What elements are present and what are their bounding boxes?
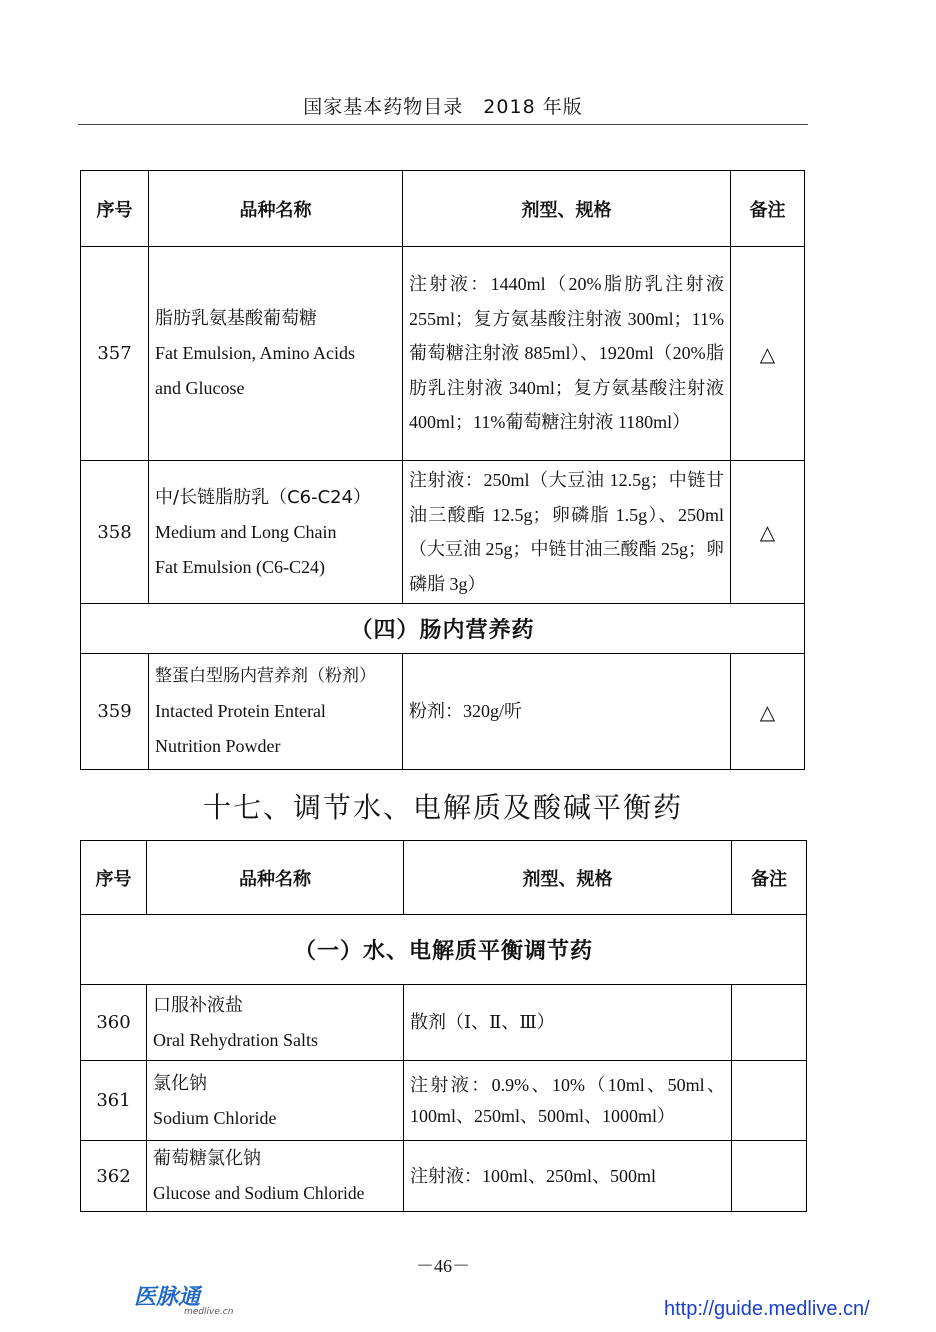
drug-name-cn: 葡萄糖氯化钠 bbox=[153, 1148, 261, 1169]
dosage-spec: 粉剂：320g/听 bbox=[403, 654, 731, 770]
table-row bbox=[81, 654, 805, 770]
header-rule bbox=[78, 124, 808, 125]
dosage-spec: 注射液：1440ml（20%脂肪乳注射液 255ml；复方氨基酸注射液 300ml；11%葡萄糖注射液 885ml）、1920ml（20%脂肪乳注射液 340ml；复方氨基酸注射液 400ml；11%葡萄糖注射液 1180ml） bbox=[403, 247, 731, 461]
drug-name-cn: 整蛋白型肠内营养剂（粉剂） bbox=[155, 666, 376, 686]
row-number: 358 bbox=[81, 461, 149, 604]
drug-name-cell bbox=[149, 247, 403, 461]
table-header-row bbox=[81, 171, 805, 247]
drug-name-en: Glucose and Sodium Chloride bbox=[153, 1183, 365, 1203]
remark-cell bbox=[732, 1141, 807, 1212]
drug-name-en: Fat Emulsion, Amino Acids bbox=[155, 343, 356, 363]
drug-table-electrolyte bbox=[80, 840, 807, 1212]
col-header-note: 备注 bbox=[731, 171, 805, 247]
table-row bbox=[81, 247, 805, 461]
table-row bbox=[81, 985, 807, 1061]
logo-text: 医脉通 bbox=[134, 1285, 201, 1310]
drug-name-en-cont: Fat Emulsion (C6-C24) bbox=[155, 556, 325, 577]
col-header-name: 品种名称 bbox=[149, 171, 403, 247]
drug-name-cn: 脂肪乳氨基酸葡萄糖 bbox=[155, 308, 317, 329]
row-number: 360 bbox=[81, 985, 147, 1061]
drug-name-en-cont: and Glucose bbox=[155, 378, 245, 398]
col-header-spec: 剂型、规格 bbox=[403, 171, 731, 247]
col-header-no: 序号 bbox=[81, 171, 149, 247]
row-number: 361 bbox=[81, 1061, 147, 1141]
drug-name-cell bbox=[147, 1061, 404, 1141]
footer-url-link[interactable]: http://guide.medlive.cn/ bbox=[664, 1298, 870, 1320]
chapter-title: 十七、调节水、电解质及酸碱平衡药 bbox=[202, 791, 683, 824]
medlive-logo bbox=[134, 1280, 233, 1317]
drug-name-cell bbox=[149, 654, 403, 770]
drug-name-cn: 氯化钠 bbox=[153, 1072, 207, 1094]
section-heading-enteral: （四）肠内营养药 bbox=[81, 604, 805, 654]
table-row bbox=[81, 1141, 807, 1212]
col-header-spec: 剂型、规格 bbox=[404, 841, 732, 915]
drug-name-en: Medium and Long Chain bbox=[155, 521, 337, 542]
drug-name-cell bbox=[149, 461, 403, 604]
dosage-spec: 注射液：250ml（大豆油 12.5g；中链甘油三酸酯 12.5g；卵磷脂 1.5g）、250ml（大豆油 25g；中链甘油三酸酯 25g；卵磷脂 3g） bbox=[403, 461, 731, 604]
remark-triangle: △ bbox=[731, 461, 805, 604]
remark-triangle: △ bbox=[731, 247, 805, 461]
drug-name-cell bbox=[147, 985, 404, 1061]
dosage-spec: 注射液：0.9%、10%（10ml、50ml、100ml、250ml、500ml、1000ml） bbox=[404, 1061, 732, 1141]
section-row bbox=[81, 604, 805, 654]
page-number: －46－ bbox=[416, 1256, 470, 1276]
drug-name-cell bbox=[147, 1141, 404, 1212]
drug-name-en: Sodium Chloride bbox=[153, 1107, 277, 1128]
remark-cell bbox=[732, 1061, 807, 1141]
drug-name-en-cont: Nutrition Powder bbox=[155, 736, 281, 756]
col-header-note: 备注 bbox=[732, 841, 807, 915]
table-row bbox=[81, 461, 805, 604]
logo-subtext: medlive.cn bbox=[184, 1307, 234, 1317]
drug-table-enteral bbox=[80, 170, 805, 770]
drug-name-en: Intacted Protein Enteral bbox=[155, 701, 326, 721]
row-number: 359 bbox=[81, 654, 149, 770]
row-number: 357 bbox=[81, 247, 149, 461]
drug-name-cn: 口服补液盐 bbox=[153, 994, 243, 1016]
col-header-no: 序号 bbox=[81, 841, 147, 915]
remark-cell bbox=[732, 985, 807, 1061]
section-row bbox=[81, 915, 807, 985]
dosage-spec: 注射液：100ml、250ml、500ml bbox=[404, 1141, 732, 1212]
remark-triangle: △ bbox=[731, 654, 805, 770]
row-number: 362 bbox=[81, 1141, 147, 1212]
drug-name-cn: 中/长链脂肪乳（C6-C24） bbox=[155, 486, 372, 508]
table-row bbox=[81, 1061, 807, 1141]
section-heading-water-electrolyte: （一）水、电解质平衡调节药 bbox=[81, 915, 807, 985]
dosage-spec: 散剂（Ⅰ、Ⅱ、Ⅲ） bbox=[404, 985, 732, 1061]
document-header-title: 国家基本药物目录 2018 年版 bbox=[303, 96, 583, 118]
col-header-name: 品种名称 bbox=[147, 841, 404, 915]
table-header-row bbox=[81, 841, 807, 915]
drug-name-en: Oral Rehydration Salts bbox=[153, 1029, 318, 1050]
